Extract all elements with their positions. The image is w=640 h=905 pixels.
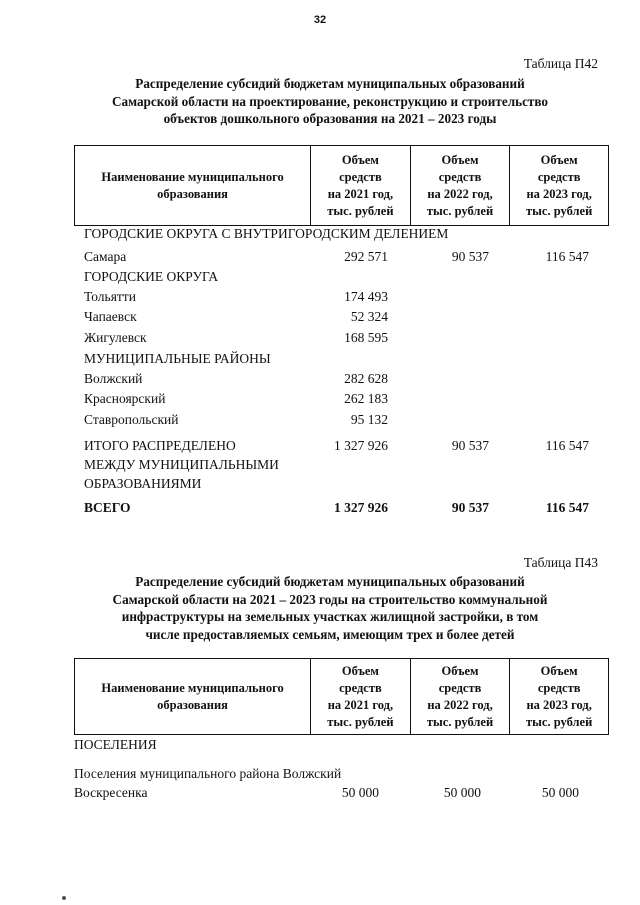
row-name	[84, 436, 324, 493]
grand-total-row	[84, 498, 604, 518]
table-row	[84, 369, 604, 389]
header-text: средств	[339, 680, 382, 695]
header-text: образования	[157, 186, 228, 201]
value-2021: 50 000	[341, 785, 379, 800]
title-line: Самарской области на 2021 – 2023 годы на строительство коммунальной	[112, 591, 548, 607]
header-text: Наименование муниципального	[101, 680, 284, 695]
table-row	[84, 410, 604, 430]
row-name: ВСЕГО	[84, 500, 131, 515]
value-2021: 282 628	[344, 371, 388, 386]
value-2023: 50 000	[541, 785, 579, 800]
value-2023: 116 547	[545, 438, 589, 453]
table-p42-title	[70, 75, 590, 128]
header-text: тыс. рублей	[526, 714, 593, 729]
header-text: средств	[537, 680, 581, 695]
section-row: ГОРОДСКИЕ ОКРУГА С ВНУТРИГОРОДСКИМ ДЕЛЕНИЕМ	[84, 226, 449, 241]
table-p42-label: Таблица П42	[523, 56, 598, 71]
section-row: ГОРОДСКИЕ ОКРУГА	[84, 269, 219, 284]
value-2022: 90 537	[451, 500, 489, 515]
row-name: Чапаевск	[84, 309, 137, 324]
title-line: Самарской области на проектирование, реконструкцию и строительство	[111, 93, 549, 109]
row-name: Жигулевск	[84, 330, 147, 345]
header-text: на 2023 год,	[526, 697, 592, 712]
value-2021: 262 183	[344, 391, 388, 406]
value-2022: 50 000	[443, 785, 481, 800]
title-line: Распределение субсидий бюджетам муниципальных образований	[135, 76, 525, 91]
row-name: Воскресенка	[74, 785, 148, 800]
section-row: МУНИЦИПАЛЬНЫЕ РАЙОНЫ	[84, 351, 271, 366]
row-name: Красноярский	[84, 391, 166, 406]
table-p43-header	[74, 658, 609, 735]
value-2021: 174 493	[344, 289, 388, 304]
table-row	[84, 287, 604, 307]
header-2023-col	[509, 146, 608, 225]
header-text: на 2022 год,	[427, 697, 493, 712]
title-line: инфраструктуры на земельных участках жилищной застройки, в том	[121, 609, 539, 625]
header-text: Объем	[441, 152, 479, 167]
header-name-col	[75, 146, 310, 225]
table-row	[84, 328, 604, 348]
section-row: ПОСЕЛЕНИЯ	[74, 737, 157, 752]
header-text: Объем	[441, 663, 479, 678]
scan-mark	[62, 896, 66, 900]
header-text: Объем	[540, 152, 578, 167]
value-2021: 1 327 926	[334, 500, 388, 515]
title-line: числе предоставляемых семьям, имеющим трех и более детей	[145, 626, 515, 642]
header-text: средств	[339, 169, 382, 184]
header-text: на 2021 год,	[327, 697, 394, 712]
header-2023-col	[509, 659, 608, 734]
table-p43-label: Таблица П43	[523, 555, 598, 570]
header-text: средств	[438, 680, 482, 695]
value-2023: 116 547	[545, 249, 589, 264]
header-text: средств	[537, 169, 581, 184]
table-row	[74, 783, 604, 803]
row-name-line: ИТОГО РАСПРЕДЕЛЕНО	[84, 438, 236, 453]
header-text: тыс. рублей	[426, 203, 494, 218]
title-line: объектов дошкольного образования на 2021 – 2023 годы	[163, 111, 497, 127]
value-2021: 95 132	[350, 412, 388, 427]
value-2021: 1 327 926	[334, 438, 388, 453]
row-name-line: ОБРАЗОВАНИЯМИ	[84, 476, 202, 491]
row-name: Тольятти	[84, 289, 136, 304]
header-text: тыс. рублей	[526, 203, 593, 218]
row-name: Ставропольский	[84, 412, 179, 427]
table-p43-title	[70, 573, 590, 643]
page-number: 32	[313, 14, 327, 26]
table-row	[84, 247, 604, 267]
row-name-line: МЕЖДУ МУНИЦИПАЛЬНЫМИ	[84, 457, 279, 472]
header-2022-col	[410, 659, 510, 734]
header-text: средств	[438, 169, 482, 184]
header-text: Наименование муниципального	[101, 169, 284, 184]
row-name: Волжский	[84, 371, 143, 386]
header-2021-col	[310, 146, 410, 225]
header-text: на 2022 год,	[427, 186, 493, 201]
total-distributed-row	[84, 436, 604, 494]
table-p42-header	[74, 145, 609, 226]
table-row	[84, 389, 604, 409]
row-name: Самара	[84, 249, 127, 264]
table-row	[84, 307, 604, 327]
title-line: Распределение субсидий бюджетам муниципальных образований	[135, 574, 525, 589]
header-text: образования	[157, 697, 228, 712]
header-2022-col	[410, 146, 510, 225]
value-2022: 90 537	[451, 249, 489, 264]
value-2021: 52 324	[350, 309, 388, 324]
header-text: тыс. рублей	[327, 203, 394, 218]
value-2021: 292 571	[344, 249, 388, 264]
header-text: тыс. рублей	[327, 714, 394, 729]
header-text: Объем	[341, 152, 379, 167]
value-2022: 90 537	[451, 438, 489, 453]
header-text: на 2021 год,	[327, 186, 394, 201]
header-text: Объем	[540, 663, 578, 678]
subsection-row: Поселения муниципального района Волжский	[74, 766, 342, 781]
value-2023: 116 547	[545, 500, 589, 515]
header-name-col	[75, 659, 310, 734]
header-text: Объем	[341, 663, 379, 678]
value-2021: 168 595	[344, 330, 388, 345]
header-2021-col	[310, 659, 410, 734]
header-text: тыс. рублей	[426, 714, 494, 729]
header-text: на 2023 год,	[526, 186, 592, 201]
